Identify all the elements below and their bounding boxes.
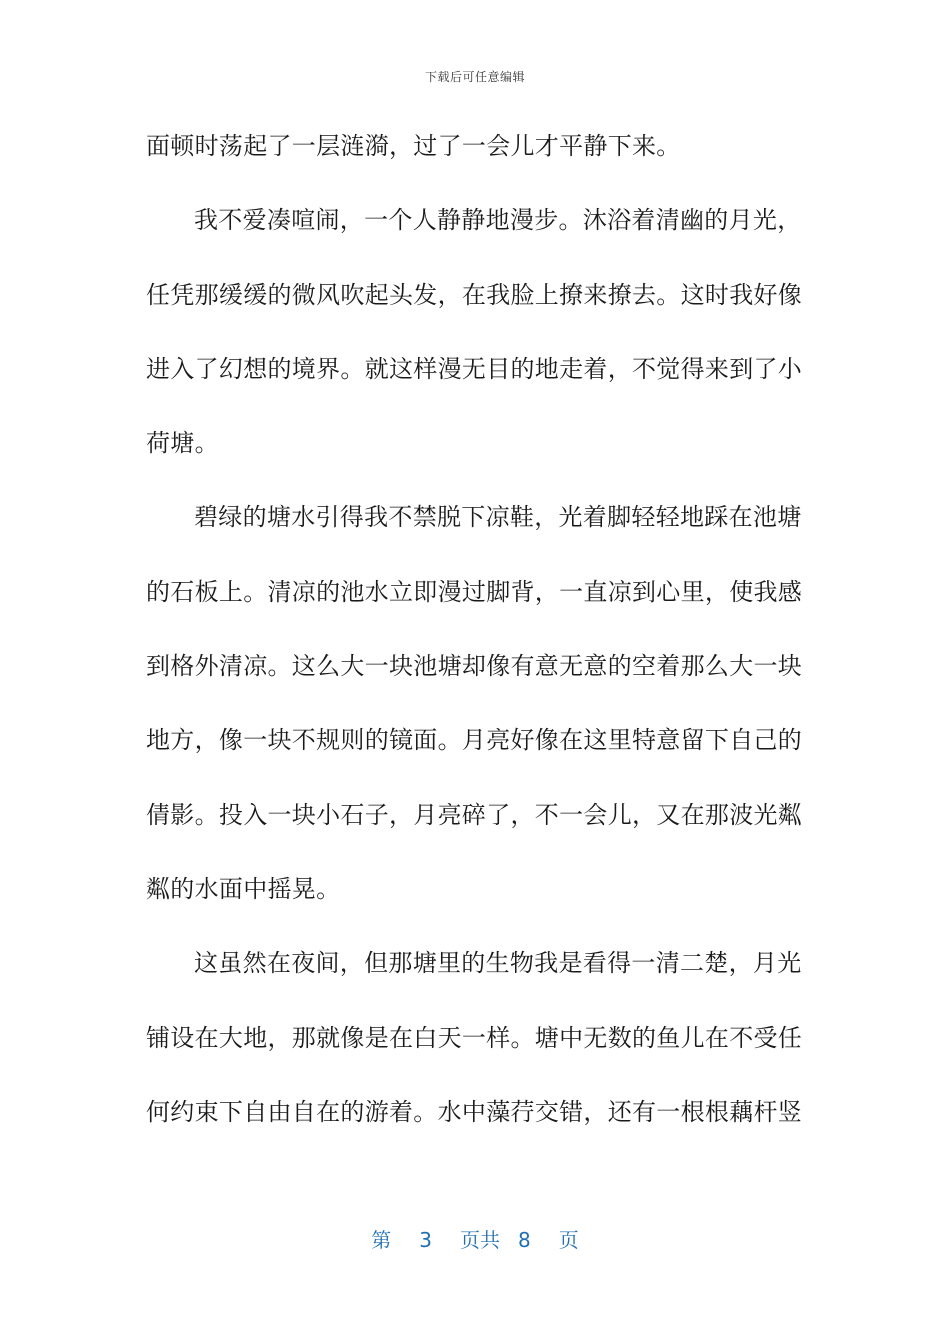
text-line: 倩影。投入一块小石子，月亮碎了，不一会儿，又在那波光粼 <box>146 800 803 829</box>
text-line: 粼的水面中摇晃。 <box>146 874 341 903</box>
text-line: 进入了幻想的境界。就这样漫无目的地走着，不觉得来到了小 <box>146 354 803 383</box>
text-line: 任凭那缓缓的微风吹起头发，在我脸上撩来撩去。这时我好像 <box>146 280 803 309</box>
text-line: 何约束下自由自在的游着。水中藻荇交错，还有一根根藕杆竖 <box>146 1097 803 1126</box>
current-page-number: 3 <box>419 1228 432 1252</box>
text-line: 碧绿的塘水引得我不禁脱下凉鞋，光着脚轻轻地踩在池塘 <box>194 503 802 532</box>
page-footer <box>0 1224 950 1253</box>
document-body <box>146 109 803 1149</box>
text-line: 铺设在大地，那就像是在白天一样。塘中无数的鱼儿在不受任 <box>146 1023 803 1052</box>
text-line: 面顿时荡起了一层涟漪，过了一会儿才平静下来。 <box>146 132 681 160</box>
footer-prefix: 第 <box>371 1228 392 1252</box>
text-line: 地方，像一块不规则的镜面。月亮好像在这里特意留下自己的 <box>146 726 803 755</box>
text-line: 这虽然在夜间，但那塘里的生物我是看得一清二楚，月光 <box>194 949 802 978</box>
text-line: 我不爱凑喧闹，一个人静静地漫步。沐浴着清幽的月光， <box>194 206 802 235</box>
text-line: 的石板上。清凉的池水立即漫过脚背，一直凉到心里，使我感 <box>146 577 803 606</box>
text-line: 荷塘。 <box>146 429 219 458</box>
footer-suffix: 页 <box>558 1228 579 1252</box>
text-line: 到格外清凉。这么大一块池塘却像有意无意的空着那么大一块 <box>146 652 803 681</box>
footer-middle: 页共 <box>460 1228 500 1252</box>
header-note: 下载后可任意编辑 <box>424 70 525 84</box>
total-page-number: 8 <box>518 1228 531 1252</box>
